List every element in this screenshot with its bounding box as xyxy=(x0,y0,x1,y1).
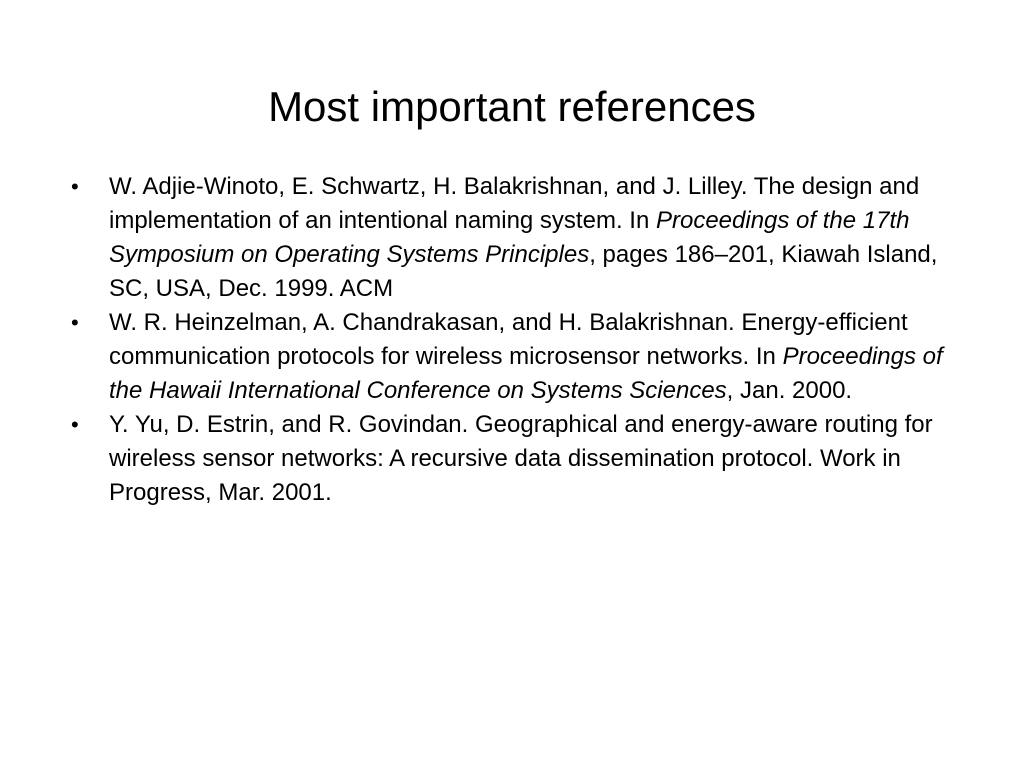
reference-text: Y. Yu, D. Estrin, and R. Govindan. Geographical and energy-aware routing for wireless sensor networks: A recursive data dissemination protocol. Work in Progress, Mar. 2001. xyxy=(109,411,933,506)
reference-details: , pages 186–201, Kiawah Island, SC, USA, Dec. 1999. ACM xyxy=(109,241,938,302)
reference-venue: Proceedings of the 17th Symposium on Operating Systems Principles xyxy=(109,207,910,268)
bullet-icon: • xyxy=(71,412,79,437)
reference-details: , Jan. 2000. xyxy=(726,377,853,404)
reference-venue: Proceedings of the Hawaii International Conference on Systems Sciences xyxy=(109,343,943,404)
slide-title: Most important references xyxy=(268,83,756,130)
reference-item xyxy=(68,306,980,408)
bullet-icon: • xyxy=(71,174,79,199)
reference-text: W. Adjie-Winoto, E. Schwartz, H. Balakrishnan, and J. Lilley. The design and implementation of an intentional naming system. In xyxy=(109,173,920,234)
reference-item xyxy=(68,170,980,306)
bullet-icon: • xyxy=(71,310,79,335)
reference-list xyxy=(68,170,980,510)
reference-item xyxy=(68,408,980,510)
reference-text: W. R. Heinzelman, A. Chandrakasan, and H. Balakrishnan. Energy-efficient communication protocols for wireless microsensor networks. In xyxy=(109,309,908,370)
